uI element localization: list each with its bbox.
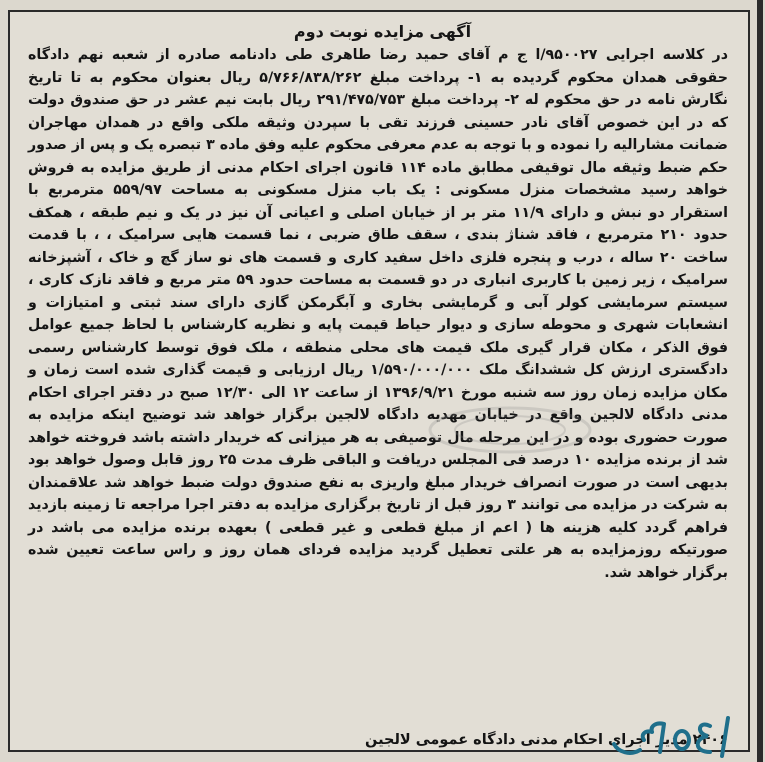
notice-title: آگهی مزایده نوبت دوم xyxy=(293,22,472,41)
right-edge-bar xyxy=(757,0,763,762)
watermark-logo xyxy=(420,395,600,465)
handwritten-number xyxy=(610,712,740,760)
notice-body: در کلاسه اجرایی ۹۵۰۰۲۷/ا ج م آقای حمید رضا طاهری طی دادنامه صادره از شعبه نهم دادگاه حقوقی همدان محکوم گردیده به ۱- پرداخت مبلغ ۵/۷۶۶/۸۳۸/۲۶۲ ریال بعنوان محکوم به تا تاریخ نگارش نامه در حق محکوم له ۲- پرداخت مبلغ ۲۹۱/۴۷۵/۷۵۳ ریال بابت نیم عشر در حق صندوق دولت که در این خصوص آقای نادر حسینی فرزند تقی با سپردن وثیقه ملکی واقع در همدان مهاجران ضمانت مشارالیه را نموده و با توجه به عدم معرفی محکوم علیه وفق ماده ۳ تبصره یک و پس از صدور حکم ضبط وثیقه مال توقیفی مطابق ماده ۱۱۴ قانون اجرای احکام مدنی از طریق مزایده به فروش خواهد رسید مشخصات منزل مسکونی : یک باب منزل مسکونی به مساحت ۵۵۹/۹۷ مترمربع با استقرار دو نبش و دارای ۱۱/۹ متر بر از خیابان اصلی و اعیانی آن نیز در یک و نیم طبقه ، همکف حدود ۲۱۰ مترمربع ، فاقد شناژ بندی ، سقف طاق ضربی ، نما قسمت هایی سرامیک ، ، با قدمت ساخت ۲۰ ساله ، درب و پنجره فلزی داخل سفید کاری و قسمت های نو ساز گچ و خاک ، آشپزخانه سرامیک ، زیر زمین با کاربری انباری در دو قسمت به مساحت حدود ۵۹ متر مربع و فاقد نازک کاری ، سیستم سرمایشی کولر آبی و گرمایشی بخاری و آبگرمکن گازی دارای سند ثبتی و امتیازات و انشعابات شهری و محوطه سازی و دیوار حیاط قیمت پایه و نظریه کارشناس با لحاظ جمیع عوامل فوق الذکر ، مکان قرار گیری ملک قیمت های محلی منطقه ، ملک فوق توسط کارشناس رسمی دادگستری ارزش کل ششدانگ ملک ۱/۵۹۰/۰۰۰/۰۰۰ ریال ارزیابی و قیمت گذاری شده است زمان و مکان مزایده زمان روز سه شنبه مورخ ۱۳۹۶/۹/۲۱ از ساعت ۱۲ الی ۱۲/۳۰ صبح در دفتر اجرای احکام مدنی دادگاه لالجین واقع در خیابان مهدیه دادگاه لالجین برگزار خواهد شد توضیح اینکه مزایده به صورت حضوری بوده و در این مرحله مال توصیفی به هر میزانی که خریدار داشته باشد فروخته خواهد شد از برنده مزایده ۱۰ درصد فی المجلس دریافت و الباقی ظرف مدت ۲۵ روز قابل وصول خواهد بود بدیهی است در صورت انصراف خریدار مبلغ واریزی به نفع صندوق دولت ضبط خواهد شد علاقمندان به شرکت در مزایده می توانند ۳ روز قبل از تاریخ برگزاری مزایده به دفتر اجرا مراجعه تا زمینه بازدید فراهم گردد کلیه هزینه ها ( اعم از مبلغ قطعی و غیر قطعی ) بعهده برنده مزایده می باشد در صورتیکه روزمزایده به هر علتی تعطیل گردید مزایده فردای همان روز و راس ساعت تعیین شده برگزار خواهد شد. xyxy=(28,47,729,581)
notice-signature: ۲۴۰۶ مدیر اجرای احکام مدنی دادگاه عمومی لالجین xyxy=(365,732,728,748)
